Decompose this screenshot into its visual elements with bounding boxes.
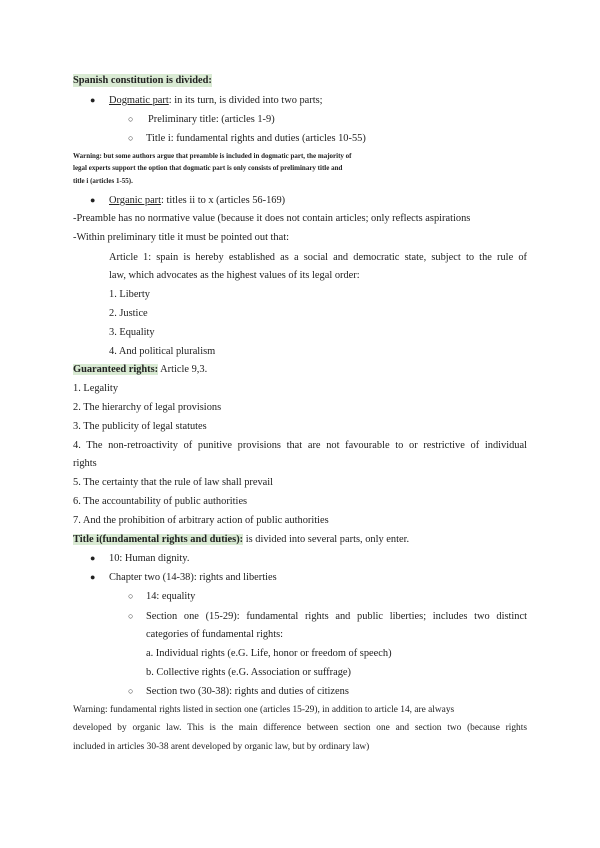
bullet-dot-icon: ● (90, 572, 96, 582)
preamble-note: -Preamble has no normative value (because it does not contain articles; only reflects aspirations (73, 213, 471, 224)
value-item: 1. Liberty (109, 289, 150, 300)
article-1-line: Article 1: spain is hereby established as a social and democratic state, subject to the rule of (109, 252, 527, 263)
bullet-circle-icon: ○ (128, 591, 134, 601)
value-item: 4. And political pluralism (109, 346, 216, 357)
rights-item: 5. The certainty that the rule of law shall prevail (73, 477, 274, 488)
value-item: 3. Equality (109, 327, 155, 338)
category-item: b. Collective rights (e.G. Association or suffrage) (146, 667, 351, 678)
rights-item: 2. The hierarchy of legal provisions (73, 402, 222, 413)
list-item-chapter-two: Chapter two (14-38): rights and liberties (109, 572, 277, 583)
rights-item: rights (73, 458, 97, 469)
warning-line: developed by organic law. This is the main difference between section one and section two (because rights (73, 723, 527, 733)
warning-line: Warning: fundamental rights listed in section one (articles 15-29), in addition to article 14, are always (73, 705, 455, 715)
sub-item-equality: 14: equality (146, 591, 196, 602)
bullet-dot-icon: ● (90, 553, 96, 563)
sub-item-title-i: Title i: fundamental rights and duties (articles 10-55) (146, 133, 366, 144)
heading-highlight: Title i(fundamental rights and duties): (73, 534, 244, 545)
bullet-circle-icon: ○ (128, 114, 134, 124)
term-dogmatic-part: Dogmatic part (109, 95, 169, 106)
heading-rest: Article 9,3. (158, 364, 208, 375)
bullet-dot-icon: ● (90, 95, 96, 105)
warning-line: legal experts support the option that dogmatic part is only consists of preliminary title and (73, 164, 343, 172)
list-item-text: : titles ii to x (articles 56-169) (161, 195, 286, 206)
section-heading-guaranteed (73, 363, 207, 376)
rights-item: 3. The publicity of legal statutes (73, 421, 207, 432)
list-item-text: : in its turn, is divided into two parts; (168, 95, 323, 106)
list-item-dogmatic (109, 94, 323, 107)
section-heading-constitution: Spanish constitution is divided: (73, 75, 212, 86)
heading-highlight: Guaranteed rights: (73, 364, 159, 375)
section-heading-title-i (73, 533, 409, 546)
rights-item: 1. Legality (73, 383, 119, 394)
rights-item: 7. And the prohibition of arbitrary action of public authorities (73, 515, 329, 526)
preliminary-note: -Within preliminary title it must be pointed out that: (73, 232, 290, 243)
sub-item-preliminary: Preliminary title: (articles 1-9) (148, 114, 275, 125)
warning-line: Warning: but some authors argue that preamble is included in dogmatic part, the majority of (73, 152, 352, 160)
rights-item: 6. The accountability of public authorities (73, 496, 248, 507)
bullet-circle-icon: ○ (128, 686, 134, 696)
list-item-dignity: 10: Human dignity. (109, 553, 190, 564)
sub-item-section-one: Section one (15-29): fundamental rights and public liberties; includes two distinct (146, 611, 527, 622)
bullet-circle-icon: ○ (128, 611, 134, 621)
category-item: a. Individual rights (e.G. Life, honor or freedom of speech) (146, 648, 392, 659)
heading-rest: is divided into several parts, only enter. (243, 534, 410, 545)
list-item-organic (109, 194, 285, 207)
article-1-line: law, which advocates as the highest values of its legal order: (109, 270, 360, 281)
warning-line: title i (articles 1-55). (73, 177, 133, 185)
term-organic-part: Organic part (109, 195, 162, 206)
rights-item: 4. The non-retroactivity of punitive provisions that are not favourable to or restrictive of individual (73, 440, 527, 451)
sub-item-section-two: Section two (30-38): rights and duties of citizens (146, 686, 349, 697)
bullet-dot-icon: ● (90, 195, 96, 205)
bullet-circle-icon: ○ (128, 133, 134, 143)
sub-item-section-one-cont: categories of fundamental rights: (146, 629, 284, 640)
warning-line: included in articles 30-38 arent developed by organic law, but by ordinary law) (73, 742, 370, 752)
value-item: 2. Justice (109, 308, 148, 319)
